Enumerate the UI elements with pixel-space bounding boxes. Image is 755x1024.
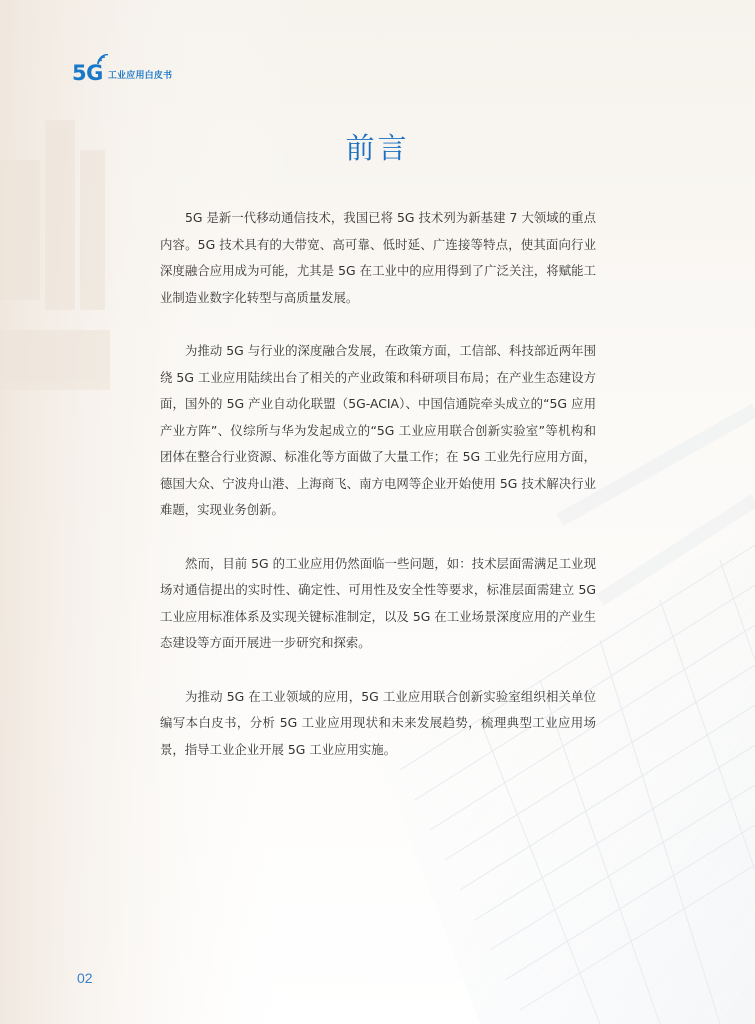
signal-wave-icon (96, 54, 110, 66)
header-logo (72, 56, 172, 84)
paragraph: 为推动 5G 在工业领域的应用，5G 工业应用联合创新实验室组织相关单位编写本白皮书，分析 5G 工业应用现状和未来发展趋势，梳理典型工业应用场景，指导工业企业开展 5G 工业应用实施。 (160, 688, 596, 757)
paragraph: 为推动 5G 与行业的深度融合发展，在政策方面，工信部、科技部近两年围绕 5G 工业应用陆续出台了相关的产业政策和科研项目布局；在产业生态建设方面，国外的 5G 产业自动化联盟（5G-ACIA）、中国信通院牵头成立的“5G 应用产业方阵”、仪综所与华为发起成立的“5G 工业应用联合创新实验室”等机构和团体在整合行业资源、标准化等方面做了大量工作；在 5G 工业先行应用方面，德国大众、宁波舟山港、上海商飞、南方电网等企业开始使用 5G 技术解决行业难题，实现业务创新。 (160, 343, 596, 517)
body-text (160, 205, 596, 790)
page-title: 前言 (345, 131, 410, 165)
logo-subtitle: 工业应用白皮书 (107, 71, 173, 81)
logo-5g-text: 5G (72, 61, 103, 85)
paragraph: 5G 是新一代移动通信技术，我国已将 5G 技术列为新基建 7 大领域的重点内容。5G 技术具有的大带宽、高可靠、低时延、广连接等特点，使其面向行业深度融合应用成为可能，尤其是 5G 在工业中的应用得到了广泛关注，将赋能工业制造业数字化转型与高质量发展。 (160, 210, 596, 305)
paragraph: 然而，目前 5G 的工业应用仍然面临一些问题，如：技术层面需满足工业现场对通信提出的实时性、确定性、可用性及安全性等要求，标准层面需建立 5G 工业应用标准体系及实现关键标准制定，以及 5G 在工业场景深度应用的产业生态建设等方面开展进一步研究和探索。 (160, 555, 596, 650)
page-number: 02 (77, 970, 93, 986)
